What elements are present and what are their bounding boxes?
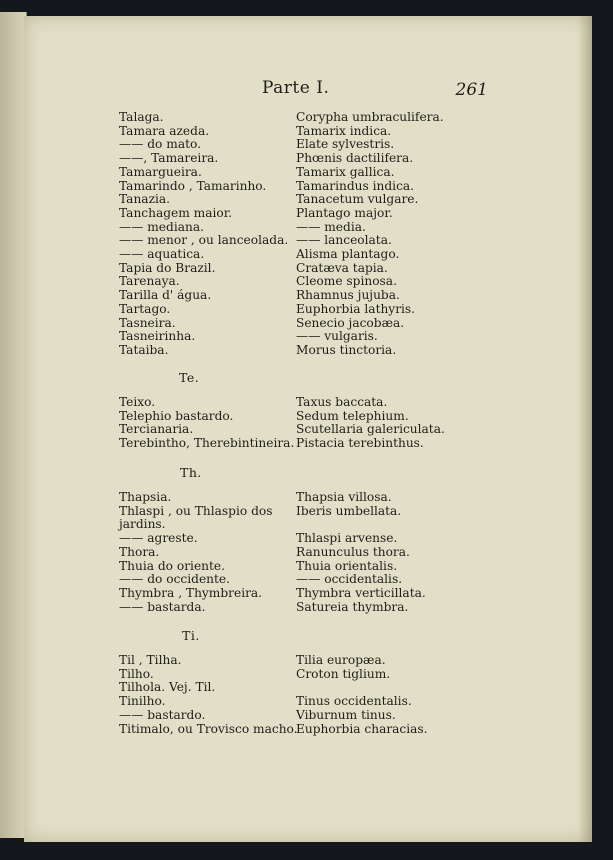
common-name-entry: Thapsia.: [119, 490, 172, 504]
common-name-entry: Tilhola. Vej. Til.: [119, 680, 216, 695]
common-name-entry: Tanchagem maior.: [119, 205, 233, 220]
common-name-entry: jardins.: [119, 517, 166, 532]
section-te-left-column: [119, 395, 295, 451]
botanical-name-entry: —— vulgaris.: [296, 329, 378, 344]
common-name-entry: Tanazia.: [119, 192, 171, 207]
botanical-name-entry: —— occidentalis.: [296, 572, 403, 587]
botanical-name-entry: Cleome spinosa.: [296, 274, 397, 289]
common-name-entry: Tasneirinha.: [119, 329, 196, 344]
botanical-name-entry: —— media.: [296, 219, 366, 234]
common-name-entry: Tataiba.: [119, 342, 169, 357]
common-name-entry: Teixo.: [119, 395, 156, 409]
botanical-name-entry: Tamarix indica.: [296, 123, 392, 138]
common-name-entry: Thymbra , Thymbreira.: [119, 585, 263, 600]
botanical-name-entry: Satureia thymbra.: [296, 599, 409, 614]
common-name-entry: Tilho.: [119, 666, 154, 681]
common-name-entry: Titimalo, ou Trovisco macho.: [119, 721, 298, 736]
botanical-name-entry: Thuia orientalis.: [296, 558, 398, 573]
running-head: Parte I.: [262, 78, 330, 98]
botanical-name-entry: Tamarindus indica.: [296, 178, 415, 193]
section-heading-ti: Ti.: [182, 628, 200, 643]
common-name-entry: Tamara azeda.: [119, 123, 210, 138]
botanical-name-entry: Viburnum tinus.: [296, 707, 396, 722]
common-name-entry: Til , Tilha.: [119, 653, 182, 667]
common-name-entry: Tercianaria.: [119, 422, 194, 437]
botanical-name-entry: Iberis umbellata.: [296, 503, 402, 518]
botanical-name-entry: Tanacetum vulgare.: [296, 192, 419, 207]
book-page: [24, 16, 592, 842]
section-1-right-column: [296, 111, 486, 358]
common-name-entry: —— menor , ou lanceolada.: [119, 233, 289, 248]
common-name-entry: Tamargueira.: [119, 164, 202, 179]
common-name-entry: ——, Tamareira.: [119, 151, 219, 166]
common-name-entry: —— mediana.: [119, 219, 204, 234]
botanical-name-entry: Tilia europæa.: [296, 653, 386, 667]
botanical-name-entry: —— lanceolata.: [296, 233, 392, 248]
botanical-name-entry: Scutellaria galericulata.: [296, 422, 445, 437]
section-te-right-column: [296, 396, 486, 451]
facing-page-edge: [0, 12, 27, 838]
common-name-entry: Tinilho.: [119, 694, 166, 709]
section-heading-te: Te.: [179, 370, 200, 385]
section-ti-left-column: [119, 653, 298, 736]
botanical-name-entry: Elate sylvestris.: [296, 137, 395, 152]
section-ti-right-column: [296, 654, 486, 736]
botanical-name-entry: [296, 518, 486, 532]
common-name-entry: Tasneira.: [119, 315, 176, 330]
common-name-entry: Tapia do Brazil.: [119, 260, 216, 275]
botanical-name-entry: Tinus occidentalis.: [296, 694, 412, 709]
common-name-entry: Thlaspi , ou Thlaspio dos: [119, 503, 273, 518]
common-name-entry: Tartago.: [119, 301, 171, 316]
botanical-name-entry: Sedum telephium.: [296, 408, 409, 423]
common-name-entry: —— bastarda.: [119, 599, 206, 614]
common-name-entry: Tamarindo , Tamarinho.: [119, 178, 267, 193]
section-1-left-column: [119, 111, 287, 358]
botanical-name-entry: Thlaspi arvense.: [296, 531, 398, 546]
botanical-name-entry: Croton tiglium.: [296, 666, 391, 681]
botanical-name-entry: Senecio jacobæa.: [296, 315, 405, 330]
botanical-name-entry: Phœnis dactilifera.: [296, 151, 414, 166]
botanical-name-entry: Plantago major.: [296, 205, 393, 220]
botanical-name-entry: Thymbra verticillata.: [296, 585, 426, 600]
botanical-name-entry: Thapsia villosa.: [296, 490, 392, 504]
section-heading-th: Th.: [180, 465, 202, 480]
common-name-entry: Tarilla d' água.: [119, 288, 212, 303]
botanical-name-entry: Corypha umbraculifera.: [296, 110, 444, 124]
common-name-entry: Thuia do oriente.: [119, 558, 225, 573]
common-name-entry: Talaga.: [119, 110, 164, 124]
botanical-name-entry: Tamarix gallica.: [296, 164, 395, 179]
common-name-entry: Tarenaya.: [119, 274, 180, 289]
common-name-entry: Telephio bastardo.: [119, 408, 234, 423]
botanical-name-entry: Rhamnus jujuba.: [296, 288, 400, 303]
botanical-name-entry: Alisma plantago.: [296, 247, 400, 262]
botanical-name-entry: [296, 681, 486, 695]
common-name-entry: —— aquatica.: [119, 247, 205, 262]
botanical-name-entry: Ranunculus thora.: [296, 544, 410, 559]
common-name-entry: —— do mato.: [119, 137, 201, 152]
common-name-entry: Terebintho, Therebintineira.: [119, 436, 295, 451]
common-name-entry: —— agreste.: [119, 531, 198, 546]
common-name-entry: —— bastardo.: [119, 707, 206, 722]
botanical-name-entry: Taxus baccata.: [296, 395, 388, 409]
section-th-left-column: [119, 491, 287, 614]
botanical-name-entry: Euphorbia characias.: [296, 721, 428, 736]
botanical-name-entry: Pistacia terebinthus.: [296, 436, 424, 451]
common-name-entry: —— do occidente.: [119, 572, 230, 587]
botanical-name-entry: Euphorbia lathyris.: [296, 301, 416, 316]
common-name-entry: Thora.: [119, 544, 160, 559]
botanical-name-entry: Cratæva tapia.: [296, 260, 388, 275]
section-th-right-column: [296, 491, 486, 614]
botanical-name-entry: Morus tinctoria.: [296, 342, 397, 357]
page-number: 261: [455, 80, 488, 100]
